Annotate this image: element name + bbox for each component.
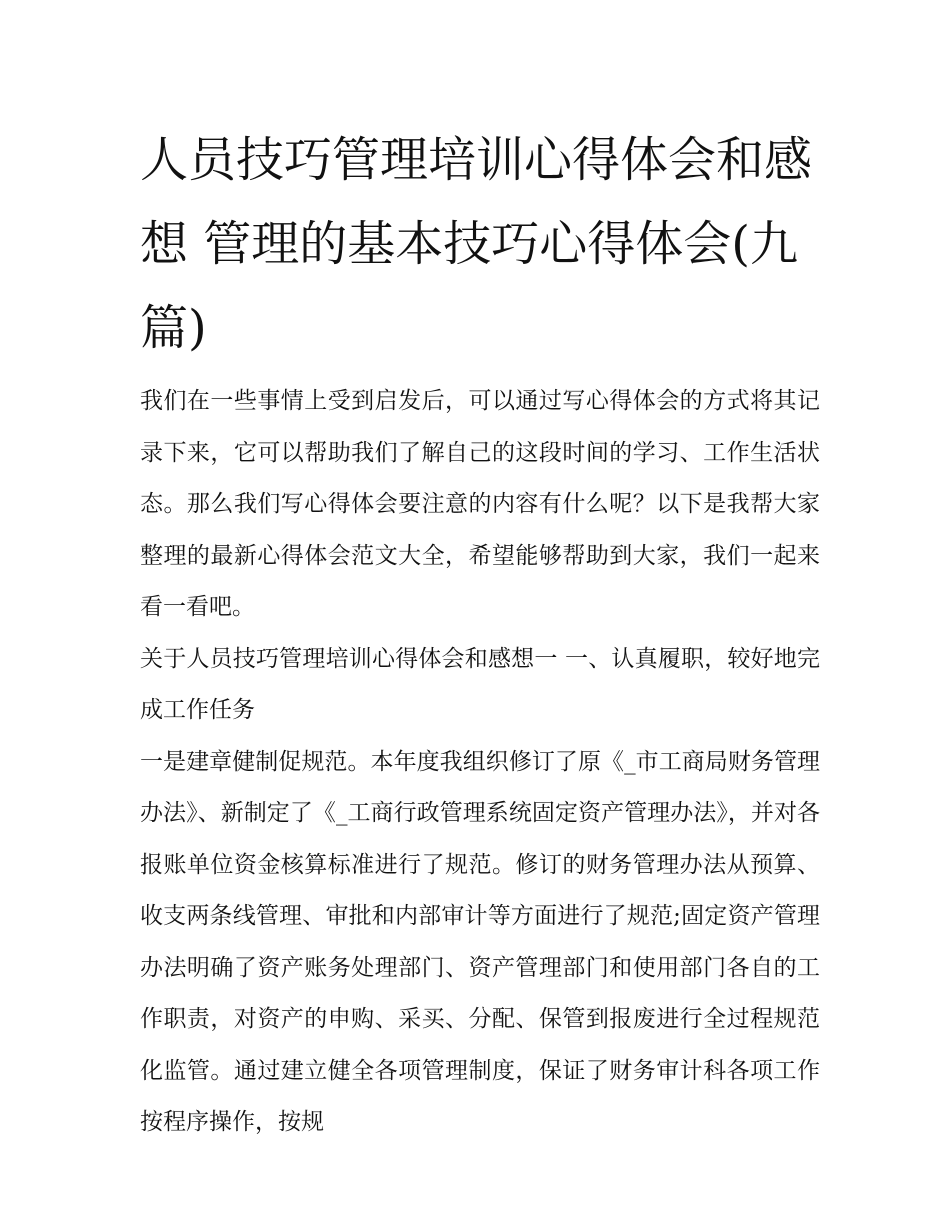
intro-paragraph: 我们在一些事情上受到启发后，可以通过写心得体会的方式将其记录下来，它可以帮助我们了解自己的这段时间的学习、工作生活状态。那么我们写心得体会要注意的内容有什么呢？以下是我帮大家整理的最新心得体会范文大全，希望能够帮助到大家，我们一起来看一看吧。 [140,388,820,620]
section-heading-paragraph: 关于人员技巧管理培训心得体会和感想一 一、认真履职，较好地完成工作任务 [140,645,820,723]
body-paragraph: 一是建章健制促规范。本年度我组织修订了原《_市工商局财务管理办法》、新制定了《_工商行政管理系统固定资产管理办法》，并对各报账单位资金核算标准进行了规范。修订的财务管理办法从预算、收支两条线管理、审批和内部审计等方面进行了规范;固定资产管理办法明确了资产账务处理部门、资产管理部门和使用部门各自的工作职责，对资产的申购、采买、分配、保管到报废进行全过程规范化监管。通过建立健全各项管理制度，保证了财务审计科各项工作按程序操作，按规 [140,748,820,1135]
document-body [140,118,820,1149]
document-title: 人员技巧管理培训心得体会和感想 管理的基本技巧心得体会(九篇) [140,132,813,356]
